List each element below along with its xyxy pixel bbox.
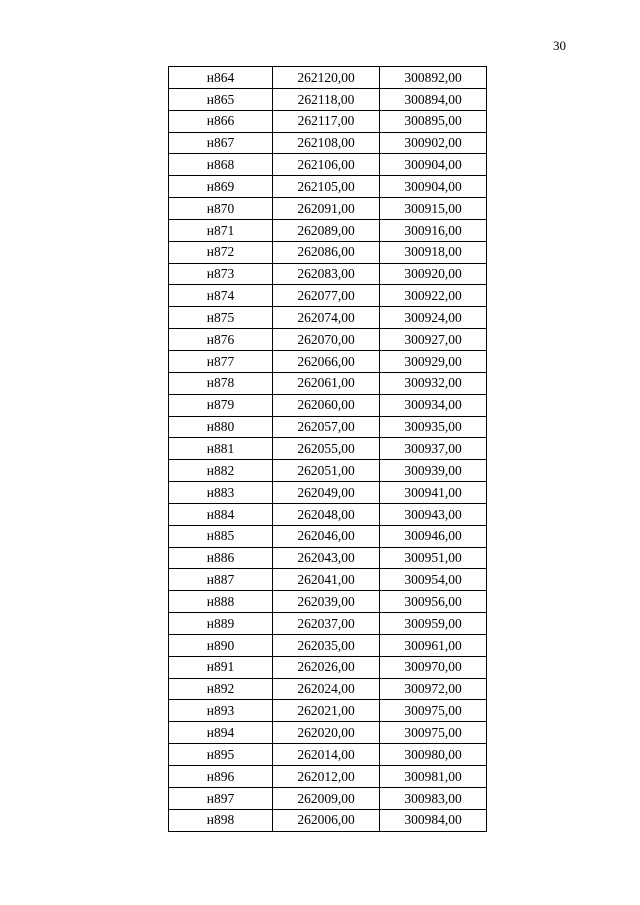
y-coordinate-cell: 300927,00 xyxy=(380,329,487,351)
table-row xyxy=(169,372,487,394)
y-coordinate-cell: 300975,00 xyxy=(380,700,487,722)
x-coordinate-cell: 262039,00 xyxy=(273,591,380,613)
y-coordinate-cell: 300981,00 xyxy=(380,766,487,788)
x-coordinate-cell: 262077,00 xyxy=(273,285,380,307)
x-coordinate-cell: 262026,00 xyxy=(273,656,380,678)
point-id-cell: н882 xyxy=(169,460,273,482)
table-row xyxy=(169,198,487,220)
table-row xyxy=(169,88,487,110)
point-id-cell: н873 xyxy=(169,263,273,285)
y-coordinate-cell: 300916,00 xyxy=(380,219,487,241)
table-row xyxy=(169,787,487,809)
table-row xyxy=(169,350,487,372)
y-coordinate-cell: 300946,00 xyxy=(380,525,487,547)
table-row xyxy=(169,547,487,569)
x-coordinate-cell: 262055,00 xyxy=(273,438,380,460)
point-id-cell: н886 xyxy=(169,547,273,569)
table-row xyxy=(169,154,487,176)
point-id-cell: н896 xyxy=(169,766,273,788)
y-coordinate-cell: 300915,00 xyxy=(380,198,487,220)
point-id-cell: н871 xyxy=(169,219,273,241)
point-id-cell: н878 xyxy=(169,372,273,394)
x-coordinate-cell: 262012,00 xyxy=(273,766,380,788)
point-id-cell: н890 xyxy=(169,634,273,656)
point-id-cell: н889 xyxy=(169,613,273,635)
table-row xyxy=(169,394,487,416)
point-id-cell: н876 xyxy=(169,329,273,351)
point-id-cell: н869 xyxy=(169,176,273,198)
x-coordinate-cell: 262108,00 xyxy=(273,132,380,154)
y-coordinate-cell: 300922,00 xyxy=(380,285,487,307)
x-coordinate-cell: 262091,00 xyxy=(273,198,380,220)
table-row xyxy=(169,656,487,678)
y-coordinate-cell: 300972,00 xyxy=(380,678,487,700)
table-row xyxy=(169,67,487,89)
x-coordinate-cell: 262060,00 xyxy=(273,394,380,416)
table-row xyxy=(169,416,487,438)
point-id-cell: н865 xyxy=(169,88,273,110)
coordinates-table-body xyxy=(169,67,487,832)
y-coordinate-cell: 300959,00 xyxy=(380,613,487,635)
point-id-cell: н894 xyxy=(169,722,273,744)
y-coordinate-cell: 300920,00 xyxy=(380,263,487,285)
table-row xyxy=(169,219,487,241)
point-id-cell: н877 xyxy=(169,350,273,372)
x-coordinate-cell: 262020,00 xyxy=(273,722,380,744)
point-id-cell: н875 xyxy=(169,307,273,329)
table-row xyxy=(169,678,487,700)
y-coordinate-cell: 300941,00 xyxy=(380,482,487,504)
x-coordinate-cell: 262105,00 xyxy=(273,176,380,198)
y-coordinate-cell: 300924,00 xyxy=(380,307,487,329)
point-id-cell: н898 xyxy=(169,809,273,831)
table-row xyxy=(169,525,487,547)
point-id-cell: н872 xyxy=(169,241,273,263)
point-id-cell: н888 xyxy=(169,591,273,613)
x-coordinate-cell: 262120,00 xyxy=(273,67,380,89)
x-coordinate-cell: 262051,00 xyxy=(273,460,380,482)
y-coordinate-cell: 300956,00 xyxy=(380,591,487,613)
x-coordinate-cell: 262006,00 xyxy=(273,809,380,831)
y-coordinate-cell: 300937,00 xyxy=(380,438,487,460)
x-coordinate-cell: 262061,00 xyxy=(273,372,380,394)
y-coordinate-cell: 300934,00 xyxy=(380,394,487,416)
table-row xyxy=(169,241,487,263)
x-coordinate-cell: 262035,00 xyxy=(273,634,380,656)
point-id-cell: н874 xyxy=(169,285,273,307)
y-coordinate-cell: 300970,00 xyxy=(380,656,487,678)
table-row xyxy=(169,722,487,744)
x-coordinate-cell: 262074,00 xyxy=(273,307,380,329)
y-coordinate-cell: 300954,00 xyxy=(380,569,487,591)
point-id-cell: н887 xyxy=(169,569,273,591)
point-id-cell: н892 xyxy=(169,678,273,700)
y-coordinate-cell: 300943,00 xyxy=(380,503,487,525)
page-number: 30 xyxy=(553,38,566,53)
y-coordinate-cell: 300984,00 xyxy=(380,809,487,831)
y-coordinate-cell: 300894,00 xyxy=(380,88,487,110)
point-id-cell: н897 xyxy=(169,787,273,809)
coordinates-table xyxy=(168,66,487,832)
x-coordinate-cell: 262070,00 xyxy=(273,329,380,351)
y-coordinate-cell: 300935,00 xyxy=(380,416,487,438)
x-coordinate-cell: 262086,00 xyxy=(273,241,380,263)
table-row xyxy=(169,263,487,285)
x-coordinate-cell: 262009,00 xyxy=(273,787,380,809)
x-coordinate-cell: 262021,00 xyxy=(273,700,380,722)
point-id-cell: н864 xyxy=(169,67,273,89)
y-coordinate-cell: 300975,00 xyxy=(380,722,487,744)
y-coordinate-cell: 300980,00 xyxy=(380,744,487,766)
table-row xyxy=(169,438,487,460)
table-row xyxy=(169,634,487,656)
x-coordinate-cell: 262046,00 xyxy=(273,525,380,547)
table-row xyxy=(169,460,487,482)
point-id-cell: н883 xyxy=(169,482,273,504)
x-coordinate-cell: 262089,00 xyxy=(273,219,380,241)
table-row xyxy=(169,569,487,591)
y-coordinate-cell: 300939,00 xyxy=(380,460,487,482)
point-id-cell: н879 xyxy=(169,394,273,416)
x-coordinate-cell: 262043,00 xyxy=(273,547,380,569)
y-coordinate-cell: 300904,00 xyxy=(380,154,487,176)
y-coordinate-cell: 300892,00 xyxy=(380,67,487,89)
point-id-cell: н893 xyxy=(169,700,273,722)
x-coordinate-cell: 262024,00 xyxy=(273,678,380,700)
y-coordinate-cell: 300932,00 xyxy=(380,372,487,394)
y-coordinate-cell: 300895,00 xyxy=(380,110,487,132)
x-coordinate-cell: 262057,00 xyxy=(273,416,380,438)
y-coordinate-cell: 300902,00 xyxy=(380,132,487,154)
x-coordinate-cell: 262117,00 xyxy=(273,110,380,132)
x-coordinate-cell: 262041,00 xyxy=(273,569,380,591)
point-id-cell: н868 xyxy=(169,154,273,176)
x-coordinate-cell: 262083,00 xyxy=(273,263,380,285)
table-row xyxy=(169,809,487,831)
y-coordinate-cell: 300961,00 xyxy=(380,634,487,656)
table-row xyxy=(169,176,487,198)
y-coordinate-cell: 300918,00 xyxy=(380,241,487,263)
table-row xyxy=(169,503,487,525)
point-id-cell: н880 xyxy=(169,416,273,438)
x-coordinate-cell: 262048,00 xyxy=(273,503,380,525)
x-coordinate-cell: 262014,00 xyxy=(273,744,380,766)
table-row xyxy=(169,591,487,613)
table-row xyxy=(169,285,487,307)
table-row xyxy=(169,744,487,766)
table-row xyxy=(169,329,487,351)
table-row xyxy=(169,132,487,154)
x-coordinate-cell: 262049,00 xyxy=(273,482,380,504)
x-coordinate-cell: 262118,00 xyxy=(273,88,380,110)
table-row xyxy=(169,307,487,329)
x-coordinate-cell: 262037,00 xyxy=(273,613,380,635)
point-id-cell: н891 xyxy=(169,656,273,678)
y-coordinate-cell: 300904,00 xyxy=(380,176,487,198)
y-coordinate-cell: 300951,00 xyxy=(380,547,487,569)
y-coordinate-cell: 300983,00 xyxy=(380,787,487,809)
table-row xyxy=(169,110,487,132)
point-id-cell: н884 xyxy=(169,503,273,525)
point-id-cell: н895 xyxy=(169,744,273,766)
point-id-cell: н866 xyxy=(169,110,273,132)
point-id-cell: н870 xyxy=(169,198,273,220)
table-row xyxy=(169,482,487,504)
table-row xyxy=(169,700,487,722)
table-row xyxy=(169,613,487,635)
x-coordinate-cell: 262106,00 xyxy=(273,154,380,176)
y-coordinate-cell: 300929,00 xyxy=(380,350,487,372)
point-id-cell: н885 xyxy=(169,525,273,547)
point-id-cell: н881 xyxy=(169,438,273,460)
x-coordinate-cell: 262066,00 xyxy=(273,350,380,372)
table-row xyxy=(169,766,487,788)
point-id-cell: н867 xyxy=(169,132,273,154)
